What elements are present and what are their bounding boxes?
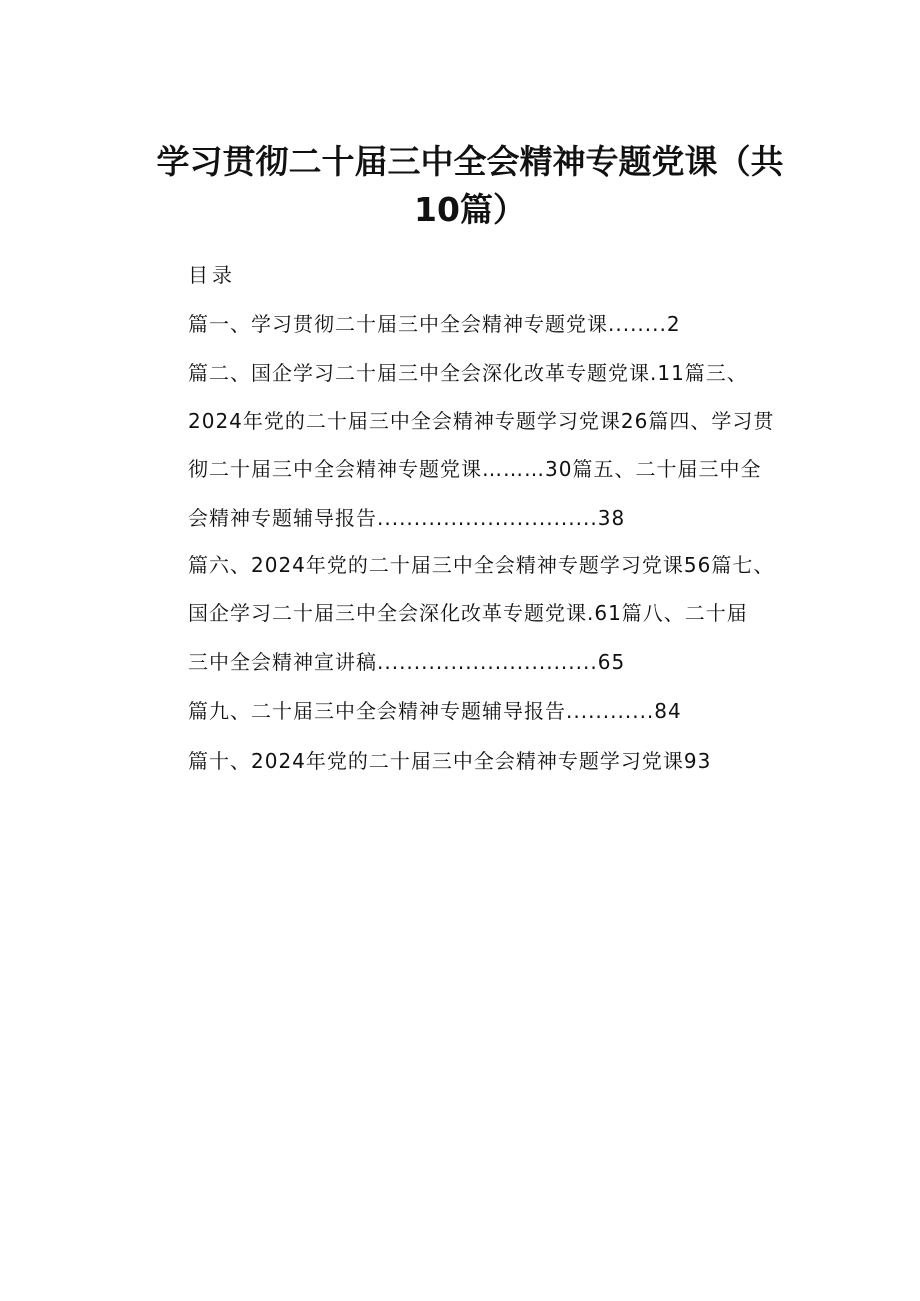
toc-line: 篇一、学习贯彻二十届三中全会精神专题党课........2 [188,312,681,336]
toc-line: 国企学习二十届三中全会深化改革专题党课.61篇八、二十届 [188,601,748,625]
toc-line: 2024年党的二十届三中全会精神专题学习党课26篇四、学习贯 [188,409,775,433]
document-title: 学习贯彻二十届三中全会精神专题党课（共10篇） [156,142,784,229]
toc-heading: 目录 [188,263,236,287]
toc-line: 篇二、国企学习二十届三中全会深化改革专题党课.11篇三、 [188,361,748,385]
toc-line: 彻二十届三中全会精神专题党课………30篇五、二十届三中全 [188,457,762,481]
toc-line: 三中全会精神宣讲稿..............................65 [188,650,626,674]
toc-line: 篇十、2024年党的二十届三中全会精神专题学习党课93 [188,749,712,773]
toc-line: 篇六、2024年党的二十届三中全会精神专题学习党课56篇七、 [188,553,775,577]
toc-line: 会精神专题辅导报告..............................38 [188,506,626,530]
toc-line: 篇九、二十届三中全会精神专题辅导报告............84 [188,699,682,723]
